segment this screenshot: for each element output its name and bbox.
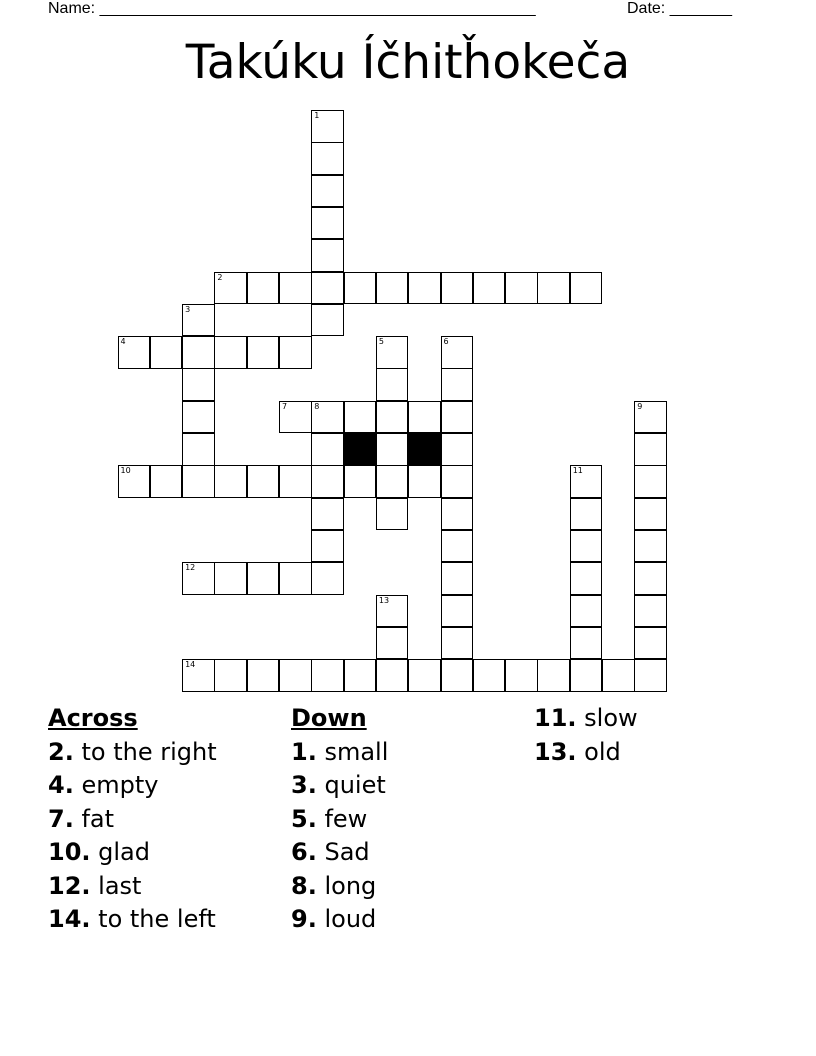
grid-cell[interactable] [441,627,474,660]
grid-cell[interactable] [279,336,312,369]
grid-cell[interactable] [344,272,377,305]
clue-text: loud [324,905,377,933]
grid-cell[interactable] [634,401,667,434]
grid-cell[interactable] [376,368,409,401]
clue-number: 2. [48,737,74,766]
cell-number: 3 [185,304,191,314]
grid-cell[interactable] [408,401,441,434]
grid-cell[interactable] [570,595,603,628]
grid-cell[interactable] [570,562,603,595]
grid-cell[interactable] [182,433,215,466]
grid-cell[interactable] [311,304,344,337]
clue-down-1 [291,736,388,770]
clue-across-4 [48,769,217,803]
grid-cell[interactable] [182,336,215,369]
grid-cell[interactable] [634,530,667,563]
clue-number: 4. [48,771,74,799]
grid-cell[interactable] [214,465,247,498]
grid-cell[interactable] [279,401,312,434]
grid-cell[interactable] [408,659,441,692]
clue-text: quiet [324,771,386,799]
clue-down-9 [291,903,388,937]
grid-cell[interactable] [376,465,409,498]
grid-cell[interactable] [311,207,344,240]
grid-cell[interactable] [118,465,151,498]
clue-text: glad [98,838,150,866]
puzzle-title: Takúku Íčhitȟokeča [185,35,631,90]
grid-cell[interactable] [214,562,247,595]
grid-cell[interactable] [247,562,280,595]
grid-cell[interactable] [376,272,409,305]
grid-cell-blocked [408,433,441,466]
cell-number: 2 [217,272,223,282]
grid-cell[interactable] [441,401,474,434]
grid-cell[interactable] [441,368,474,401]
cell-number: 13 [378,595,390,605]
grid-cell[interactable] [214,272,247,305]
grid-cell[interactable] [634,465,667,498]
date-field[interactable]: Date: _______ [627,0,732,17]
grid-cell[interactable] [311,530,344,563]
grid-cell[interactable] [118,336,151,369]
grid-cell[interactable] [311,110,344,143]
across-heading: Across [48,704,138,732]
grid-cell[interactable] [634,659,667,692]
grid-cell[interactable] [376,336,409,369]
grid-cell[interactable] [311,175,344,208]
cell-number: 5 [378,337,384,347]
clue-number: 9. [291,905,317,933]
grid-cell[interactable] [441,336,474,369]
grid-cell[interactable] [311,659,344,692]
clue-across-2 [48,736,217,770]
grid-cell[interactable] [247,659,280,692]
clue-number: 7. [48,804,74,833]
clue-across-10 [48,836,217,870]
grid-cell[interactable] [441,595,474,628]
clue-number: 13. [534,737,577,766]
grid-cell[interactable] [537,272,570,305]
cell-number: 10 [120,466,131,476]
clue-number: 5. [291,804,317,833]
clue-number: 14. [48,905,91,933]
grid-cell[interactable] [602,659,635,692]
grid-cell[interactable] [634,627,667,660]
clue-across-12 [48,870,217,904]
grid-cell[interactable] [537,659,570,692]
grid-cell[interactable] [311,498,344,531]
grid-cell[interactable] [182,368,215,401]
clue-down-6 [291,836,388,870]
grid-cell[interactable] [441,433,474,466]
clue-across-7 [48,803,217,837]
clue-text: last [98,871,142,900]
grid-cell[interactable] [570,530,603,563]
clue-number: 10. [48,838,91,866]
grid-cell[interactable] [150,336,183,369]
grid-cell[interactable] [376,433,409,466]
down-clues [291,702,388,937]
cell-number: 6 [443,337,449,347]
grid-cell[interactable] [311,272,344,305]
grid-cell[interactable] [311,433,344,466]
grid-cell[interactable] [247,465,280,498]
down-heading: Down [291,704,367,732]
grid-cell[interactable] [311,562,344,595]
grid-cell[interactable] [182,401,215,434]
clue-down-13 [534,736,638,770]
grid-cell[interactable] [214,659,247,692]
clue-number: 12. [48,871,91,900]
grid-cell[interactable] [182,465,215,498]
clue-down-8 [291,870,388,904]
grid-cell[interactable] [279,562,312,595]
grid-cell[interactable] [214,336,247,369]
clue-text: small [324,737,389,766]
clue-text: Sad [324,838,370,866]
grid-cell[interactable] [344,659,377,692]
clue-text: old [584,737,621,766]
down-clues-continued [534,702,638,769]
clue-number: 1. [291,737,317,766]
grid-cell[interactable] [634,595,667,628]
cell-number: 14 [185,660,196,670]
grid-cell[interactable] [408,272,441,305]
grid-cell[interactable] [150,465,183,498]
clue-down-3 [291,769,388,803]
cell-number: 1 [314,111,320,120]
grid-cell[interactable] [634,562,667,595]
grid-cell[interactable] [376,659,409,692]
grid-cell[interactable] [570,627,603,660]
grid-cell[interactable] [279,465,312,498]
name-field[interactable]: Name: _________________________________________________ [48,0,536,17]
clue-down-5 [291,803,388,837]
grid-cell[interactable] [441,272,474,305]
cell-number: 9 [637,401,643,411]
grid-cell[interactable] [376,401,409,434]
clue-number: 3. [291,771,317,799]
grid-cell[interactable] [247,272,280,305]
grid-cell[interactable] [408,465,441,498]
clue-down-11 [534,702,638,736]
clue-text: slow [584,704,638,732]
grid-cell[interactable] [441,465,474,498]
grid-cell[interactable] [344,401,377,434]
clue-across-14 [48,903,217,937]
clue-text: long [324,871,377,900]
grid-cell[interactable] [634,433,667,466]
cell-number: 8 [314,401,320,411]
clue-text: fat [81,804,115,833]
grid-cell[interactable] [344,465,377,498]
grid-cell[interactable] [441,562,474,595]
grid-cell[interactable] [182,304,215,337]
grid-cell[interactable] [634,498,667,531]
grid-cell[interactable] [441,530,474,563]
grid-cell[interactable] [311,239,344,272]
grid-cell[interactable] [311,465,344,498]
cell-number: 11 [572,466,583,476]
clue-number: 6. [291,838,317,866]
grid-cell[interactable] [570,272,603,305]
grid-cell[interactable] [505,659,538,692]
grid-cell[interactable] [279,272,312,305]
clue-text: few [324,804,368,833]
clue-text: empty [81,771,159,799]
across-clues [48,702,217,937]
grid-cell[interactable] [311,401,344,434]
clue-number: 8. [291,871,317,900]
grid-cell[interactable] [570,465,603,498]
grid-cell[interactable] [182,562,215,595]
grid-cell[interactable] [473,272,506,305]
grid-cell[interactable] [441,659,474,692]
grid-cell[interactable] [311,142,344,175]
grid-cell[interactable] [182,659,215,692]
grid-cell[interactable] [473,659,506,692]
cell-number: 7 [282,401,288,411]
cell-number: 12 [185,563,196,573]
grid-cell[interactable] [279,659,312,692]
clue-text: to the right [81,737,217,766]
grid-cell[interactable] [247,336,280,369]
clue-number: 11. [534,704,577,732]
grid-cell[interactable] [376,627,409,660]
grid-cell[interactable] [376,498,409,531]
clue-text: to the left [98,905,216,933]
cell-number: 4 [120,337,126,347]
grid-cell[interactable] [505,272,538,305]
grid-cell[interactable] [441,498,474,531]
grid-cell[interactable] [570,659,603,692]
grid-cell-blocked [344,433,377,466]
grid-cell[interactable] [376,595,409,628]
grid-cell[interactable] [570,498,603,531]
